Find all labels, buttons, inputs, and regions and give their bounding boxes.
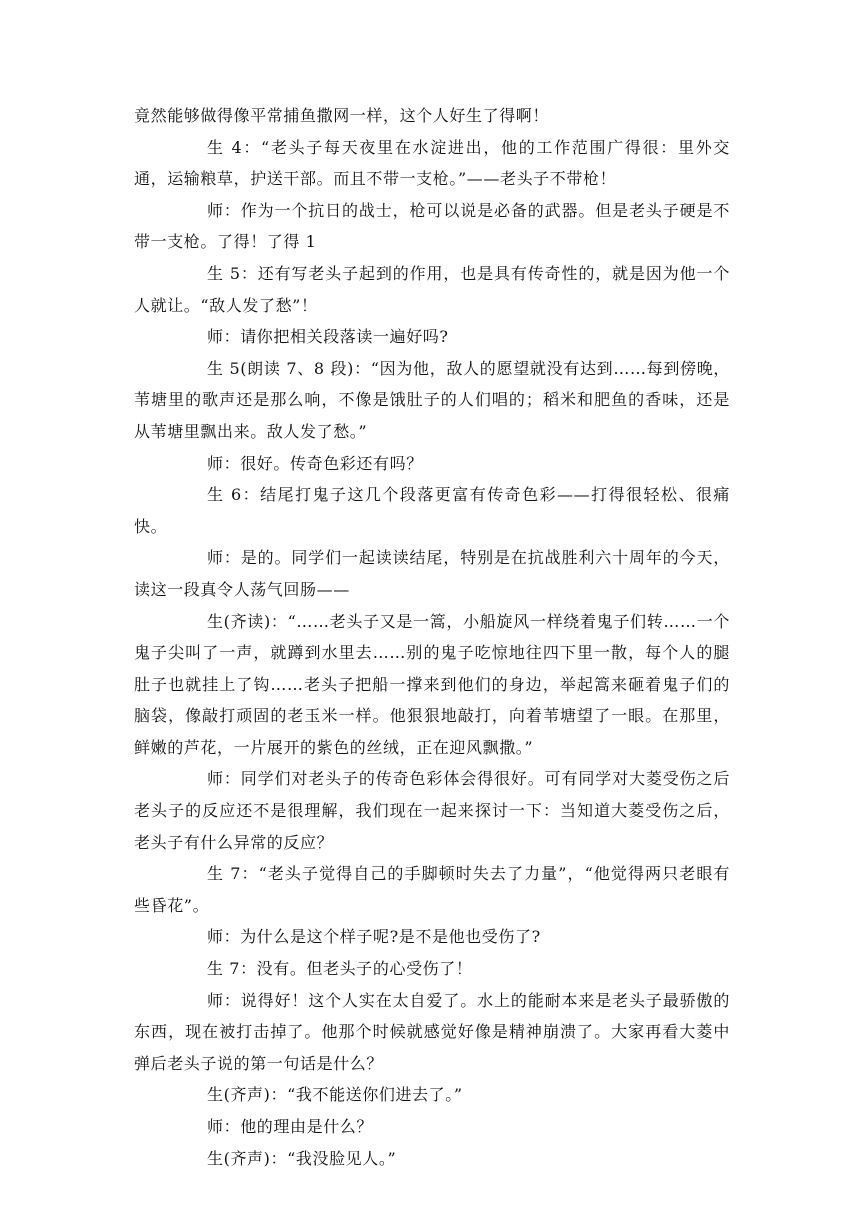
document-body: [134, 100, 730, 1174]
paragraph: 生 6：结尾打鬼子这几个段落更富有传奇色彩——打得很轻松、很痛快。: [134, 485, 730, 536]
paragraph: 师：为什么是这个样子呢?是不是他也受伤了?: [207, 927, 541, 947]
paragraph: 生 5(朗读 7、8 段)：“因为他，敌人的愿望就没有达到……每到傍晚，苇塘里的歌声还是那么响，不像是饿肚子的人们唱的；稻米和肥鱼的香味，还是从苇塘里飘出来。敌人发了愁。”: [134, 358, 730, 441]
paragraph: 师：是的。同学们一起读读结尾，特别是在抗战胜利六十周年的今天，读这一段真令人荡气回肠——: [134, 548, 730, 599]
paragraph: 师：很好。传奇色彩还有吗？: [207, 453, 423, 473]
paragraph: 师：作为一个抗日的战士，枪可以说是必备的武器。但是老头子硬是不带一支枪。了得！了得 1: [134, 200, 730, 252]
paragraph: 生 4：“老头子每天夜里在水淀进出，他的工作范围广得很：里外交通，运输粮草，护送干部。而且不带一支枪。”——老头子不带枪！: [134, 137, 730, 189]
paragraph: 师：请你把相关段落读一遍好吗?: [207, 327, 449, 347]
paragraph: 师：说得好！这个人实在太自爱了。水上的能耐本来是老头子最骄傲的东西，现在被打击掉了。他那个时候就感觉好像是精神崩溃了。大家再看大菱中弹后老头子说的第一句话是什么？: [134, 990, 730, 1073]
paragraph: 生(齐声)：“我没脸见人。”: [207, 1148, 397, 1168]
paragraph: 师：他的理由是什么？: [207, 1117, 374, 1136]
paragraph: 生 7：没有。但老头子的心受伤了！: [207, 959, 473, 979]
paragraph: 竟然能够做得像平常捕鱼撒网一样，这个人好生了得啊！: [134, 106, 550, 125]
paragraph: 生(齐声)：“我不能送你们进去了。”: [207, 1085, 463, 1105]
paragraph: 生(齐读)：“……老头子又是一篙，小船旋风一样绕着鬼子们转……一个鬼子尖叫了一声，就蹲到水里去……别的鬼子吃惊地往四下里一散，每个人的腿肚子也就挂上了钩……老头子把船一撑来到他们的身边，举起篙来砸着鬼子们的脑袋，像敲打顽固的老玉米一样。他狠狠地敲打，向着苇塘望了一眼。在那里，鲜嫩的芦花，一片展开的紫色的丝绒，正在迎风飘撒。”: [134, 611, 730, 757]
paragraph: 师：同学们对老头子的传奇色彩体会得很好。可有同学对大菱受伤之后老头子的反应还不是很理解，我们现在一起来探讨一下：当知道大菱受伤之后，老头子有什么异常的反应？: [134, 769, 730, 852]
paragraph: 生 7：“老头子觉得自己的手脚顿时失去了力量”，“他觉得两只老眼有些昏花”。: [134, 864, 730, 915]
paragraph: 生 5：还有写老头子起到的作用，也是具有传奇性的，就是因为他一个人就让。“敌人发了愁”！: [134, 263, 730, 315]
